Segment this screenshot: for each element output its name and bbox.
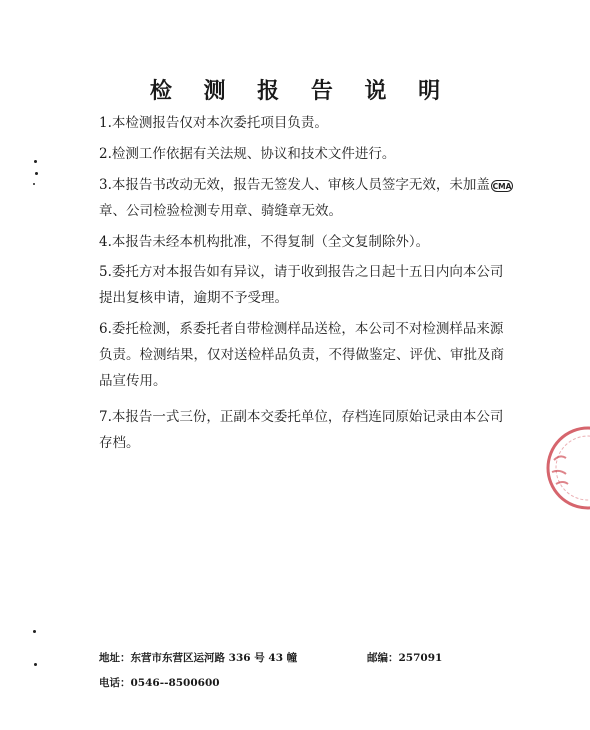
page-title: 检 测 报 告 说 明 <box>149 78 453 104</box>
cma-seal-icon <box>491 180 513 192</box>
paragraph-5-line-1: 5.委托方对本报告如有异议，请于收到报告之日起十五日内向本公司 <box>99 264 504 280</box>
paragraph-4-line-1: 4.本报告未经本机构批准，不得复制（全文复制除外）。 <box>99 234 430 250</box>
paragraph-5 <box>99 259 509 311</box>
footer-address: 地址：东营市东营区运河路 336 号 43 幢 <box>99 652 298 664</box>
paragraph-3 <box>99 172 519 224</box>
scan-mark <box>33 630 36 633</box>
paragraph-1 <box>99 110 509 136</box>
paragraph-1-line-1: 1.本检测报告仅对本次委托项目负责。 <box>99 115 328 131</box>
red-seal-stamp-icon <box>540 420 590 520</box>
paragraph-7-line-1: 7.本报告一式三份，正副本交委托单位，存档连同原始记录由本公司 <box>99 409 504 425</box>
paragraph-3-line-1 <box>99 172 519 198</box>
scan-mark <box>34 663 37 666</box>
paragraph-7 <box>99 404 509 456</box>
scan-mark <box>35 172 38 175</box>
paragraph-6-line-3: 品宣传用。 <box>99 373 167 389</box>
footer-postcode: 邮编：257091 <box>367 652 443 664</box>
paragraph-6-line-1: 6.委托检测，系委托者自带检测样品送检，本公司不对检测样品来源 <box>99 321 504 337</box>
scan-mark <box>34 160 37 163</box>
paragraph-5-line-2: 提出复核申请，逾期不予受理。 <box>99 290 288 306</box>
scan-mark <box>33 183 35 185</box>
paragraph-2 <box>99 141 509 167</box>
paragraph-6-line-2: 负责。检测结果，仅对送检样品负责，不得做鉴定、评优、审批及商 <box>99 347 504 363</box>
paragraph-4 <box>99 229 509 255</box>
paragraph-3-line-2: 章、公司检验检测专用章、骑缝章无效。 <box>99 203 342 219</box>
paragraph-6 <box>99 316 509 394</box>
svg-text:CMA: CMA <box>492 181 512 191</box>
paragraph-3-line-1-text: 3.本报告书改动无效，报告无签发人、审核人员签字无效，未加盖 <box>99 177 490 193</box>
paragraph-7-line-2: 存档。 <box>99 435 140 451</box>
footer-phone: 电话：0546--8500600 <box>99 677 220 689</box>
paragraph-2-line-1: 2.检测工作依据有关法规、协议和技术文件进行。 <box>99 146 396 162</box>
